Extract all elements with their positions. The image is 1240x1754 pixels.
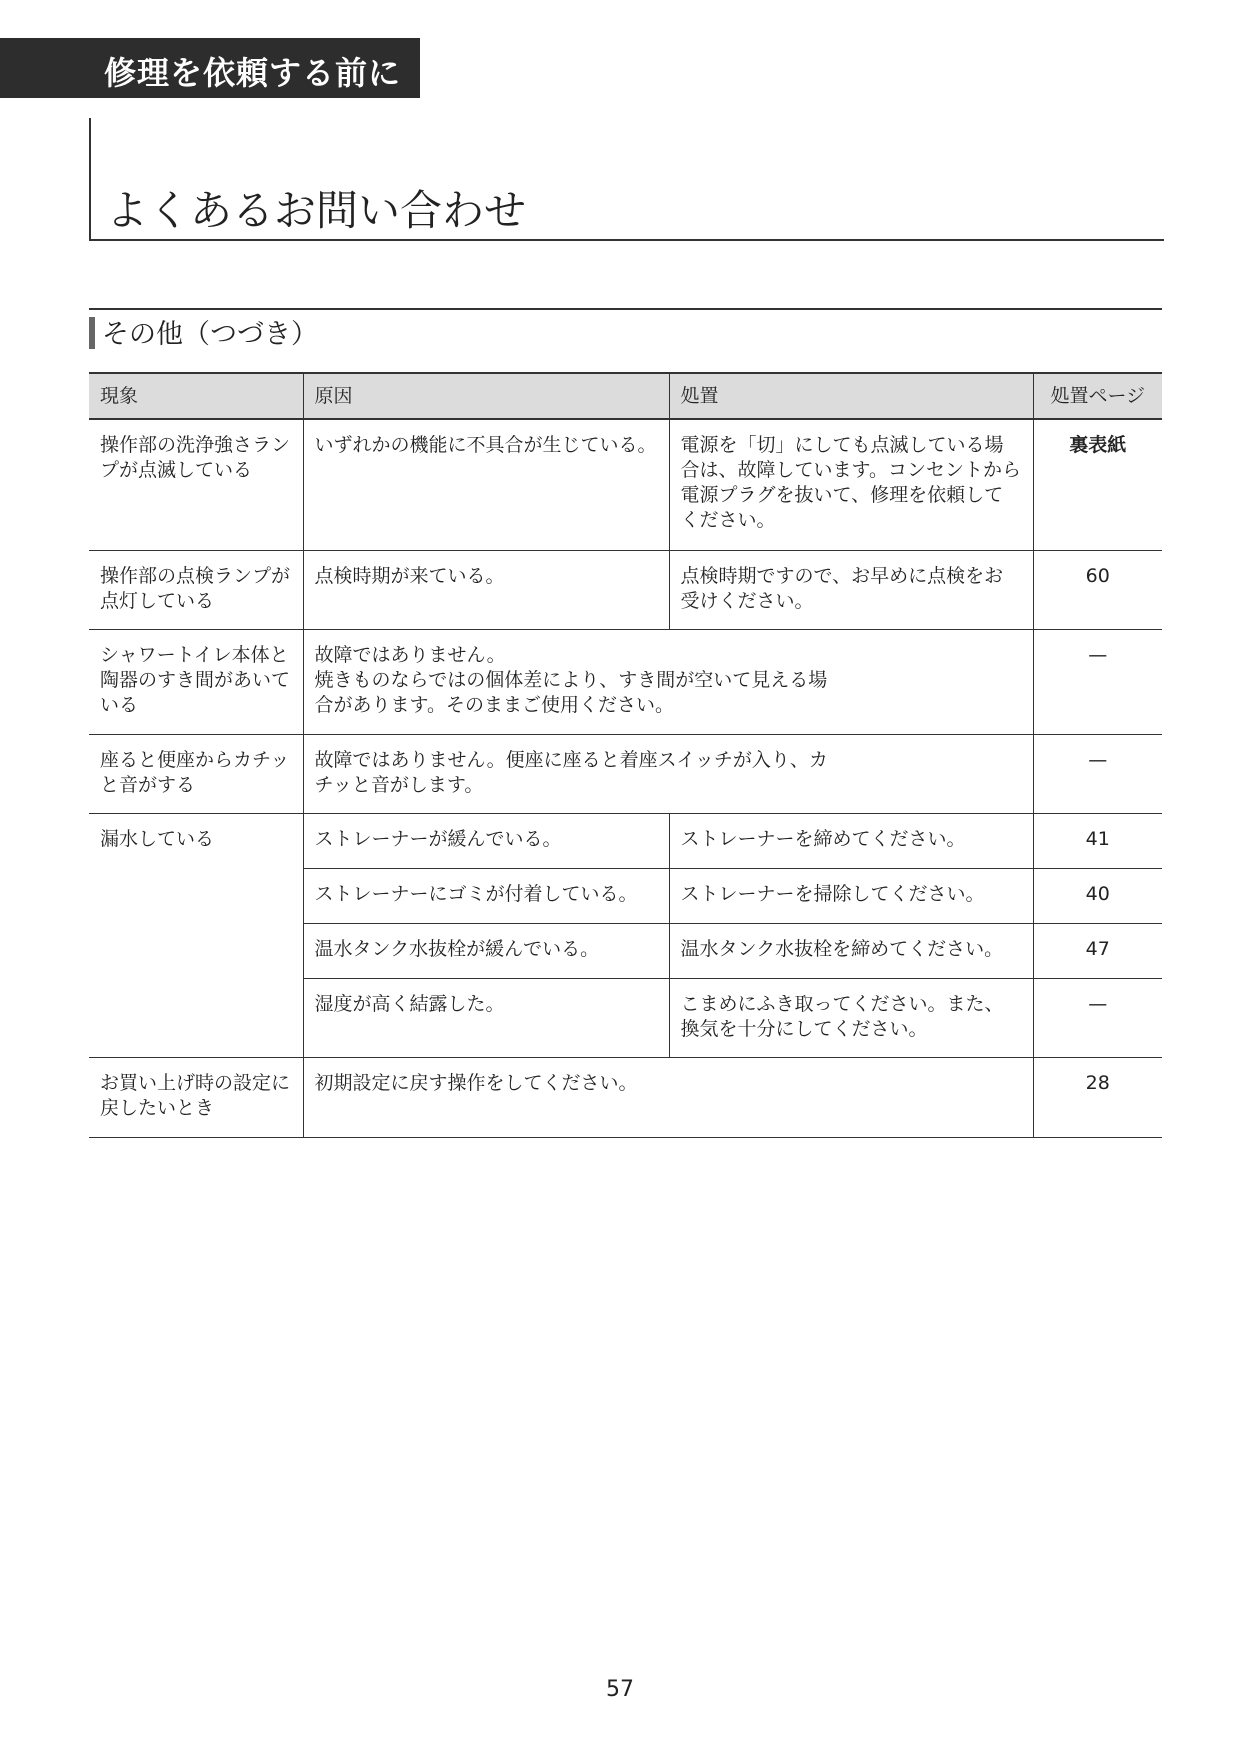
page-ref-cell: 40 xyxy=(1033,868,1162,923)
faq-table xyxy=(89,372,1162,1138)
page-ref-cell: — xyxy=(1033,629,1162,734)
page-ref-cell: 41 xyxy=(1033,813,1162,868)
section-heading: その他（つづき） xyxy=(102,319,318,350)
page-ref-cell: 60 xyxy=(1033,550,1162,629)
symptom-cell: お買い上げ時の設定に戻したいとき xyxy=(89,1057,303,1137)
page-ref-cell: 裏表紙 xyxy=(1033,419,1162,550)
remedy-cell: ストレーナーを掃除してください。 xyxy=(669,868,1033,923)
section-header-tab xyxy=(0,38,420,98)
cause-cell: 初期設定に戻す操作をしてください。 xyxy=(303,1057,1033,1137)
cause-cell xyxy=(303,629,1033,734)
remedy-cell: 電源を「切」にしても点滅している場合は、故障しています。コンセントから電源プラグを抜いて、修理を依頼してください。 xyxy=(669,419,1033,550)
page-title: よくあるお問い合わせ xyxy=(106,186,527,235)
symptom-cell: シャワートイレ本体と陶器のすき間があいている xyxy=(89,629,303,734)
cause-cell: 点検時期が来ている。 xyxy=(303,550,669,629)
cause-line: 故障ではありません。 xyxy=(314,643,506,666)
section-rule xyxy=(89,308,1162,310)
cause-cell xyxy=(303,734,1033,813)
remedy-cell: ストレーナーを締めてください。 xyxy=(669,813,1033,868)
cause-cell: 温水タンク水抜栓が緩んでいる。 xyxy=(303,923,669,978)
table-row xyxy=(89,813,1162,868)
header-symptom: 現象 xyxy=(89,373,303,419)
remedy-cell: 点検時期ですので、お早めに点検をお受けください。 xyxy=(669,550,1033,629)
table-row xyxy=(89,550,1162,629)
table-row xyxy=(89,1057,1162,1137)
page-ref-cell: 28 xyxy=(1033,1057,1162,1137)
table-header-row xyxy=(89,373,1162,419)
cause-line: 焼きものならではの個体差により、すき間が空いて見える場合があります。そのままご使用ください。 xyxy=(314,668,828,716)
page-ref-cell: 47 xyxy=(1033,923,1162,978)
page-ref-cell: — xyxy=(1033,734,1162,813)
section-marker-bar xyxy=(89,317,95,349)
cause-cell: ストレーナーが緩んでいる。 xyxy=(303,813,669,868)
symptom-cell: 漏水している xyxy=(89,813,303,1057)
symptom-cell: 操作部の洗浄強さランプが点滅している xyxy=(89,419,303,550)
section-header-label: 修理を依頼する前に xyxy=(104,54,402,92)
header-cause: 原因 xyxy=(303,373,669,419)
cause-text: 故障ではありません。便座に座ると着座スイッチが入り、カチッと音がします。 xyxy=(314,748,828,796)
header-page: 処置ページ xyxy=(1033,373,1162,419)
symptom-cell: 操作部の点検ランプが点灯している xyxy=(89,550,303,629)
cause-cell: いずれかの機能に不具合が生じている。 xyxy=(303,419,669,550)
page-ref-cell: — xyxy=(1033,978,1162,1057)
title-block xyxy=(89,118,1164,241)
remedy-cell: こまめにふき取ってください。また、換気を十分にしてください。 xyxy=(669,978,1033,1057)
symptom-cell: 座ると便座からカチッと音がする xyxy=(89,734,303,813)
page-number: 57 xyxy=(606,1677,634,1702)
table-row xyxy=(89,629,1162,734)
cause-cell: ストレーナーにゴミが付着している。 xyxy=(303,868,669,923)
table-row xyxy=(89,734,1162,813)
header-remedy: 処置 xyxy=(669,373,1033,419)
remedy-cell: 温水タンク水抜栓を締めてください。 xyxy=(669,923,1033,978)
cause-cell: 湿度が高く結露した。 xyxy=(303,978,669,1057)
table-row xyxy=(89,419,1162,550)
